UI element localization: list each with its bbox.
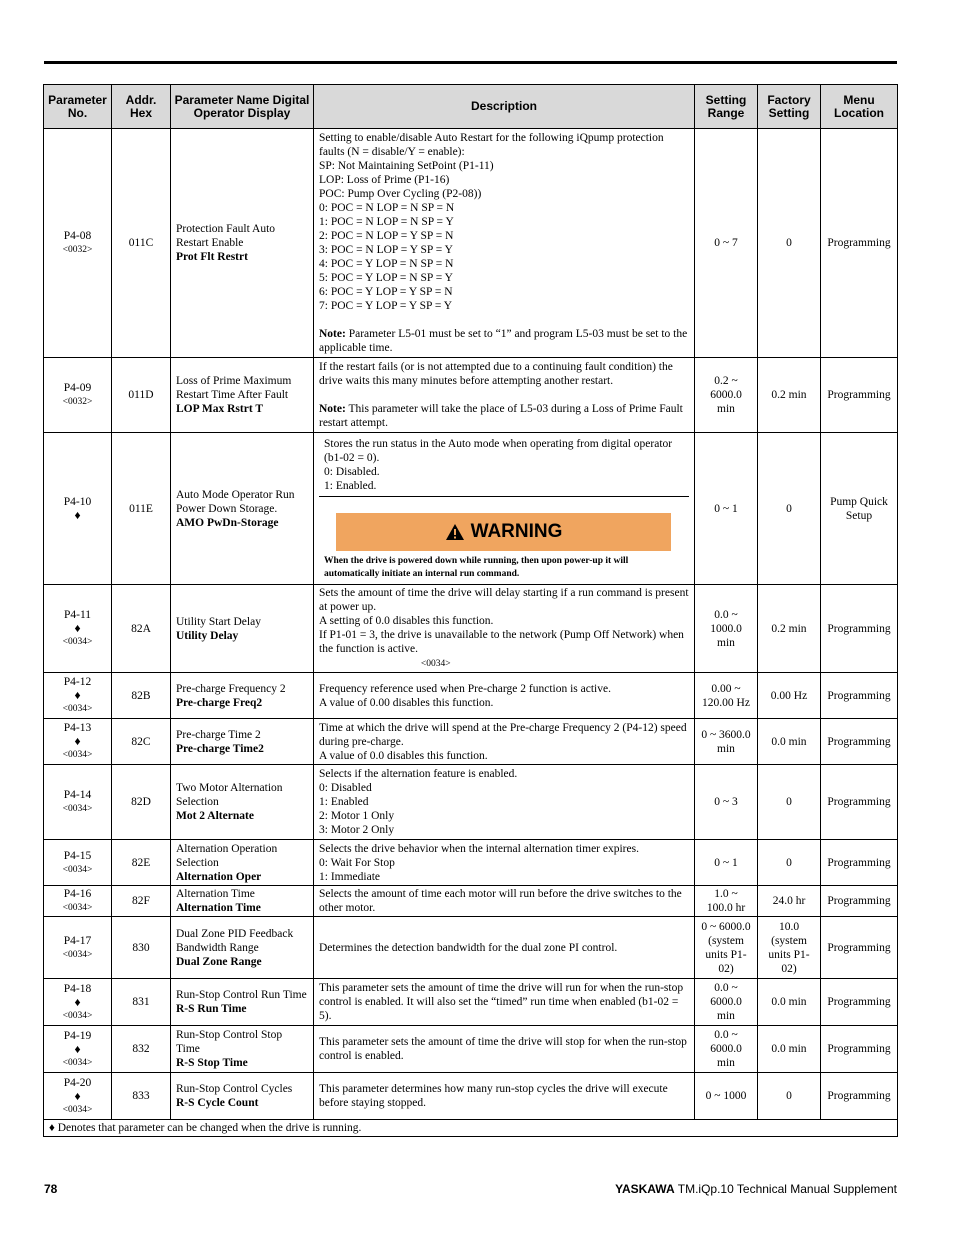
menu-cell: Programming [821, 979, 898, 1026]
operator-display: LOP Max Rstrt T [176, 403, 263, 415]
param-cell [44, 765, 112, 840]
desc-cell [314, 358, 695, 433]
range-cell: 0.2 ~ 6000.0 min [695, 358, 758, 433]
desc-line: 0: Disabled. [324, 466, 380, 478]
desc-line: Frequency reference used when Pre-charge 2 function is active. [319, 682, 611, 695]
name-cell [171, 585, 314, 673]
doc-title: TM.iQp.10 Technical Manual Supplement [674, 1182, 897, 1196]
desc-cell [314, 1026, 695, 1073]
factory-cell: 0.0 min [758, 979, 821, 1026]
desc-cell [314, 719, 695, 765]
desc-line: 0: POC = N LOP = N SP = N [319, 202, 455, 214]
operator-display: R-S Run Time [176, 1003, 247, 1015]
desc-line: SP: Not Maintaining SetPoint (P1-11) [319, 160, 494, 172]
addr-cell: 831 [112, 979, 171, 1026]
desc-line: 1: Enabled. [324, 480, 377, 492]
param-revision: <0034> [62, 1010, 93, 1021]
param-revision: <0034> [62, 1104, 93, 1115]
table-row [44, 719, 898, 765]
desc-line: Time at which the drive will spend at the Pre-charge Frequency 2 (P4-12) speed during pre-charge. [319, 721, 690, 748]
addr-cell: 82A [112, 585, 171, 673]
param-revision: <0034> [62, 903, 93, 913]
param-cell [44, 840, 112, 886]
param-no: P4-19 [63, 1029, 92, 1042]
run-change-diamond-icon: ♦ [74, 734, 81, 748]
header-addr: Addr. Hex [112, 85, 171, 129]
run-change-diamond-icon: ♦ [74, 1041, 81, 1056]
operator-display: R-S Stop Time [176, 1057, 248, 1069]
param-no: P4-18 [63, 982, 92, 995]
factory-cell: 24.0 hr [758, 886, 821, 917]
brand-name: YASKAWA [615, 1182, 675, 1196]
table-row [44, 358, 898, 433]
menu-cell: Programming [821, 719, 898, 765]
desc-line: 5: POC = Y LOP = N SP = Y [319, 272, 453, 284]
name-cell [171, 1073, 314, 1120]
desc-line-suffix [319, 642, 689, 671]
factory-cell: 0 [758, 765, 821, 840]
note-text: Parameter L5-01 must be set to “1” and program L5-03 must be set to the applicable time. [319, 328, 691, 354]
param-revision: <0034> [62, 949, 93, 960]
desc-line: 7: POC = Y LOP = Y SP = Y [319, 300, 453, 312]
param-name: Loss of Prime Maximum Restart Time After Fault [176, 375, 292, 401]
range-cell: 0 ~ 1 [695, 433, 758, 585]
table-row [44, 840, 898, 886]
range-cell: 0 ~ 3600.0 min [695, 719, 758, 765]
menu-cell: Programming [821, 1026, 898, 1073]
param-no: P4-09 [63, 382, 92, 394]
desc-line: Determines the detection bandwidth for the dual zone PI control. [319, 941, 618, 954]
factory-cell: 10.0 (system units P1-02) [758, 917, 821, 979]
desc-gap [319, 388, 689, 402]
table-row [44, 886, 898, 917]
table-row [44, 585, 898, 673]
range-cell: 0.00 ~ 120.00 Hz [695, 673, 758, 719]
table-row [44, 433, 898, 585]
param-name: Utility Start Delay [176, 615, 261, 628]
param-name: Pre-charge Frequency 2 [176, 682, 286, 695]
table-row [44, 129, 898, 358]
param-cell [44, 673, 112, 719]
desc-cell [314, 673, 695, 719]
footnote: ♦ Denotes that parameter can be changed when the drive is running. [44, 1120, 898, 1137]
desc-line: This parameter sets the amount of time the drive will stop for when the run-stop control is enabled. [319, 1036, 690, 1062]
factory-cell: 0 [758, 840, 821, 886]
param-name: Run-Stop Control Cycles [176, 1083, 293, 1095]
param-no: P4-08 [63, 230, 92, 242]
menu-cell: Pump Quick Setup [821, 433, 898, 585]
run-change-diamond-icon: ♦ [74, 508, 81, 522]
menu-cell: Programming [821, 886, 898, 917]
desc-line: 1: Enabled [319, 796, 369, 808]
warning-text: When the drive is powered down while running, then upon power-up it will automatically initiate an internal run command. [324, 556, 629, 579]
menu-cell: Programming [821, 358, 898, 433]
desc-cell [314, 979, 695, 1026]
desc-line: A setting of 0.0 disables this function. [319, 615, 494, 627]
desc-line: Stores the run status in the Auto mode when operating from digital operator (b1-02 = 0). [324, 438, 675, 464]
param-revision: <0034> [62, 864, 93, 875]
param-cell [44, 1073, 112, 1120]
param-cell [44, 433, 112, 585]
operator-display: Alternation Oper [176, 870, 262, 883]
desc-line: 2: POC = N LOP = Y SP = N [319, 230, 454, 242]
menu-cell: Programming [821, 765, 898, 840]
desc-line: LOP: Loss of Prime (P1-16) [319, 174, 450, 186]
addr-cell: 830 [112, 917, 171, 979]
param-cell [44, 1026, 112, 1073]
operator-display: Utility Delay [176, 629, 239, 642]
footnote-row [44, 1120, 898, 1137]
desc-note [319, 402, 689, 430]
name-cell [171, 765, 314, 840]
param-revision: <0034> [62, 637, 93, 647]
operator-display: Pre-charge Time2 [176, 742, 264, 755]
desc-line: 0: Wait For Stop [319, 856, 395, 869]
desc-line: If the restart fails (or is not attempted due to a continuing fault condition) the drive waits this many minutes before attempting another restart. [319, 361, 676, 387]
addr-cell: 011D [112, 358, 171, 433]
desc-line: 4: POC = Y LOP = N SP = N [319, 258, 454, 270]
desc-line: A value of 0.0 disables this function. [319, 749, 488, 762]
param-no: P4-20 [63, 1076, 92, 1089]
desc-gap [319, 313, 689, 327]
param-no: P4-11 [63, 609, 92, 621]
name-cell [171, 433, 314, 585]
addr-cell: 011E [112, 433, 171, 585]
desc-revision: <0034> [420, 659, 451, 669]
range-cell: 0.0 ~ 1000.0 min [695, 585, 758, 673]
addr-cell: 82E [112, 840, 171, 886]
factory-cell: 0.00 Hz [758, 673, 821, 719]
range-cell: 0 ~ 3 [695, 765, 758, 840]
factory-cell: 0.2 min [758, 585, 821, 673]
menu-cell: Programming [821, 917, 898, 979]
desc-line: This parameter sets the amount of time the drive will run for when the run-stop control is enabled. It will also set the “timed” run time when enabled (b1-02 = 5). [319, 982, 686, 1022]
parameter-table [43, 84, 898, 1137]
desc-cell [314, 585, 695, 673]
desc-line: 6: POC = Y LOP = Y SP = N [319, 286, 453, 298]
operator-display: Prot Flt Restrt [176, 251, 248, 263]
warning-banner [336, 513, 671, 551]
factory-cell: 0 [758, 433, 821, 585]
desc-line: 1: Immediate [319, 870, 380, 883]
header-param-no: Parameter No. [44, 85, 112, 129]
desc-cell [314, 1073, 695, 1120]
range-cell: 0.0 ~ 6000.0 min [695, 979, 758, 1026]
top-rule [44, 61, 897, 64]
operator-display: Pre-charge Freq2 [176, 696, 263, 709]
header-factory: Factory Setting [758, 85, 821, 129]
param-name: Protection Fault Auto Restart Enable [176, 223, 276, 249]
desc-line: Selects if the alternation feature is enabled. [319, 768, 518, 780]
param-cell [44, 129, 112, 358]
desc-line: Selects the amount of time each motor will run before the drive switches to the other motor. [319, 888, 685, 914]
table-row [44, 673, 898, 719]
param-name: Auto Mode Operator Run Power Down Storage. [176, 488, 295, 515]
param-no: P4-15 [63, 849, 92, 862]
param-no: P4-10 [63, 496, 92, 508]
param-revision: <0032> [62, 397, 93, 407]
run-change-diamond-icon: ♦ [74, 621, 81, 635]
operator-display: AMO PwDn-Storage [176, 516, 279, 529]
param-name: Run-Stop Control Run Time [176, 989, 307, 1001]
param-revision: <0034> [62, 750, 93, 760]
desc-cell [314, 129, 695, 358]
warning-triangle-icon [445, 523, 465, 541]
table-row [44, 765, 898, 840]
menu-cell: Programming [821, 673, 898, 719]
factory-cell: 0.0 min [758, 719, 821, 765]
param-name: Run-Stop Control Stop Time [176, 1029, 283, 1055]
table-row [44, 979, 898, 1026]
desc-cell [314, 840, 695, 886]
desc-line: A value of 0.00 disables this function. [319, 696, 494, 709]
run-change-diamond-icon: ♦ [74, 994, 81, 1009]
desc-line: This parameter determines how many run-stop cycles the drive will execute before staying stopped. [319, 1083, 671, 1109]
name-cell [171, 673, 314, 719]
factory-cell: 0 [758, 1073, 821, 1120]
desc-line: 2: Motor 1 Only [319, 810, 395, 822]
menu-cell: Programming [821, 129, 898, 358]
operator-display: Dual Zone Range [176, 955, 262, 968]
desc-cell [314, 433, 695, 585]
desc-note [319, 327, 689, 355]
name-cell [171, 886, 314, 917]
addr-cell: 82D [112, 765, 171, 840]
param-revision: <0034> [62, 804, 93, 814]
name-cell [171, 979, 314, 1026]
param-no: P4-14 [63, 789, 92, 801]
factory-cell: 0.2 min [758, 358, 821, 433]
param-revision: <0034> [62, 1057, 93, 1068]
run-change-diamond-icon: ♦ [74, 688, 81, 702]
desc-line: Sets the amount of time the drive will delay starting if a run command is present at power up. [319, 587, 692, 613]
range-cell: 0 ~ 6000.0 (system units P1-02) [695, 917, 758, 979]
factory-cell: 0.0 min [758, 1026, 821, 1073]
param-no: P4-17 [63, 934, 92, 947]
run-change-diamond-icon: ♦ [74, 1088, 81, 1103]
range-cell: 1.0 ~ 100.0 hr [695, 886, 758, 917]
param-cell [44, 358, 112, 433]
desc-line: 0: Disabled [319, 782, 372, 794]
param-cell [44, 917, 112, 979]
table-row [44, 917, 898, 979]
desc-line: 3: POC = N LOP = Y SP = Y [319, 244, 453, 256]
page-number: 78 [44, 1182, 58, 1196]
header-desc: Description [314, 85, 695, 129]
desc-line: If P1-01 = 3, the drive is unavailable to the network (Pump Off Network) when the function is active. [319, 629, 687, 655]
param-revision: <0034> [62, 704, 93, 714]
desc-line: Setting to enable/disable Auto Restart for the following iQpump protection faults (N = disable/Y = enable): [319, 132, 667, 158]
factory-cell: 0 [758, 129, 821, 358]
header-menu: Menu Location [821, 85, 898, 129]
param-revision: <0032> [62, 245, 93, 255]
desc-cell [314, 917, 695, 979]
param-no: P4-12 [63, 676, 92, 688]
range-cell: 0 ~ 7 [695, 129, 758, 358]
param-no: P4-16 [63, 888, 92, 900]
operator-display: Mot 2 Alternate [176, 810, 254, 822]
addr-cell: 832 [112, 1026, 171, 1073]
doc-footer [615, 1182, 897, 1196]
param-cell [44, 585, 112, 673]
addr-cell: 82C [112, 719, 171, 765]
name-cell [171, 917, 314, 979]
range-cell: 0 ~ 1 [695, 840, 758, 886]
table-row [44, 1073, 898, 1120]
note-label: Note: [319, 328, 346, 340]
desc-line: 1: POC = N LOP = N SP = Y [319, 216, 454, 228]
addr-cell: 011C [112, 129, 171, 358]
desc-cell [314, 886, 695, 917]
param-name: Dual Zone PID Feedback Bandwidth Range [176, 927, 294, 954]
header-name: Parameter Name Digital Operator Display [171, 85, 314, 129]
table-row [44, 1026, 898, 1073]
param-cell [44, 979, 112, 1026]
table-body [44, 129, 898, 1120]
warning-title: WARNING [470, 521, 563, 542]
range-cell: 0 ~ 1000 [695, 1073, 758, 1120]
menu-cell: Programming [821, 1073, 898, 1120]
desc-text-block [319, 434, 689, 497]
header-range: Setting Range [695, 85, 758, 129]
param-cell [44, 719, 112, 765]
addr-cell: 82F [112, 886, 171, 917]
param-name: Pre-charge Time 2 [176, 728, 261, 741]
menu-cell: Programming [821, 840, 898, 886]
operator-display: R-S Cycle Count [176, 1097, 259, 1109]
name-cell [171, 840, 314, 886]
addr-cell: 833 [112, 1073, 171, 1120]
table-header-row [44, 85, 898, 129]
desc-cell [314, 765, 695, 840]
param-no: P4-13 [63, 722, 92, 734]
desc-line: POC: Pump Over Cycling (P2-08)) [319, 188, 482, 200]
operator-display: Alternation Time [176, 902, 261, 914]
name-cell [171, 719, 314, 765]
name-cell [171, 1026, 314, 1073]
param-name: Alternation Operation Selection [176, 842, 278, 869]
menu-cell: Programming [821, 585, 898, 673]
name-cell [171, 129, 314, 358]
param-name: Alternation Time [176, 888, 255, 900]
desc-line: Selects the drive behavior when the internal alternation timer expires. [319, 842, 639, 855]
name-cell [171, 358, 314, 433]
param-cell [44, 886, 112, 917]
addr-cell: 82B [112, 673, 171, 719]
param-name: Two Motor Alternation Selection [176, 782, 283, 808]
range-cell: 0.0 ~ 6000.0 min [695, 1026, 758, 1073]
desc-line: 3: Motor 2 Only [319, 824, 395, 836]
note-text: This parameter will take the place of L5-03 during a Loss of Prime Fault restart attempt. [319, 403, 686, 429]
note-label: Note: [319, 403, 346, 415]
